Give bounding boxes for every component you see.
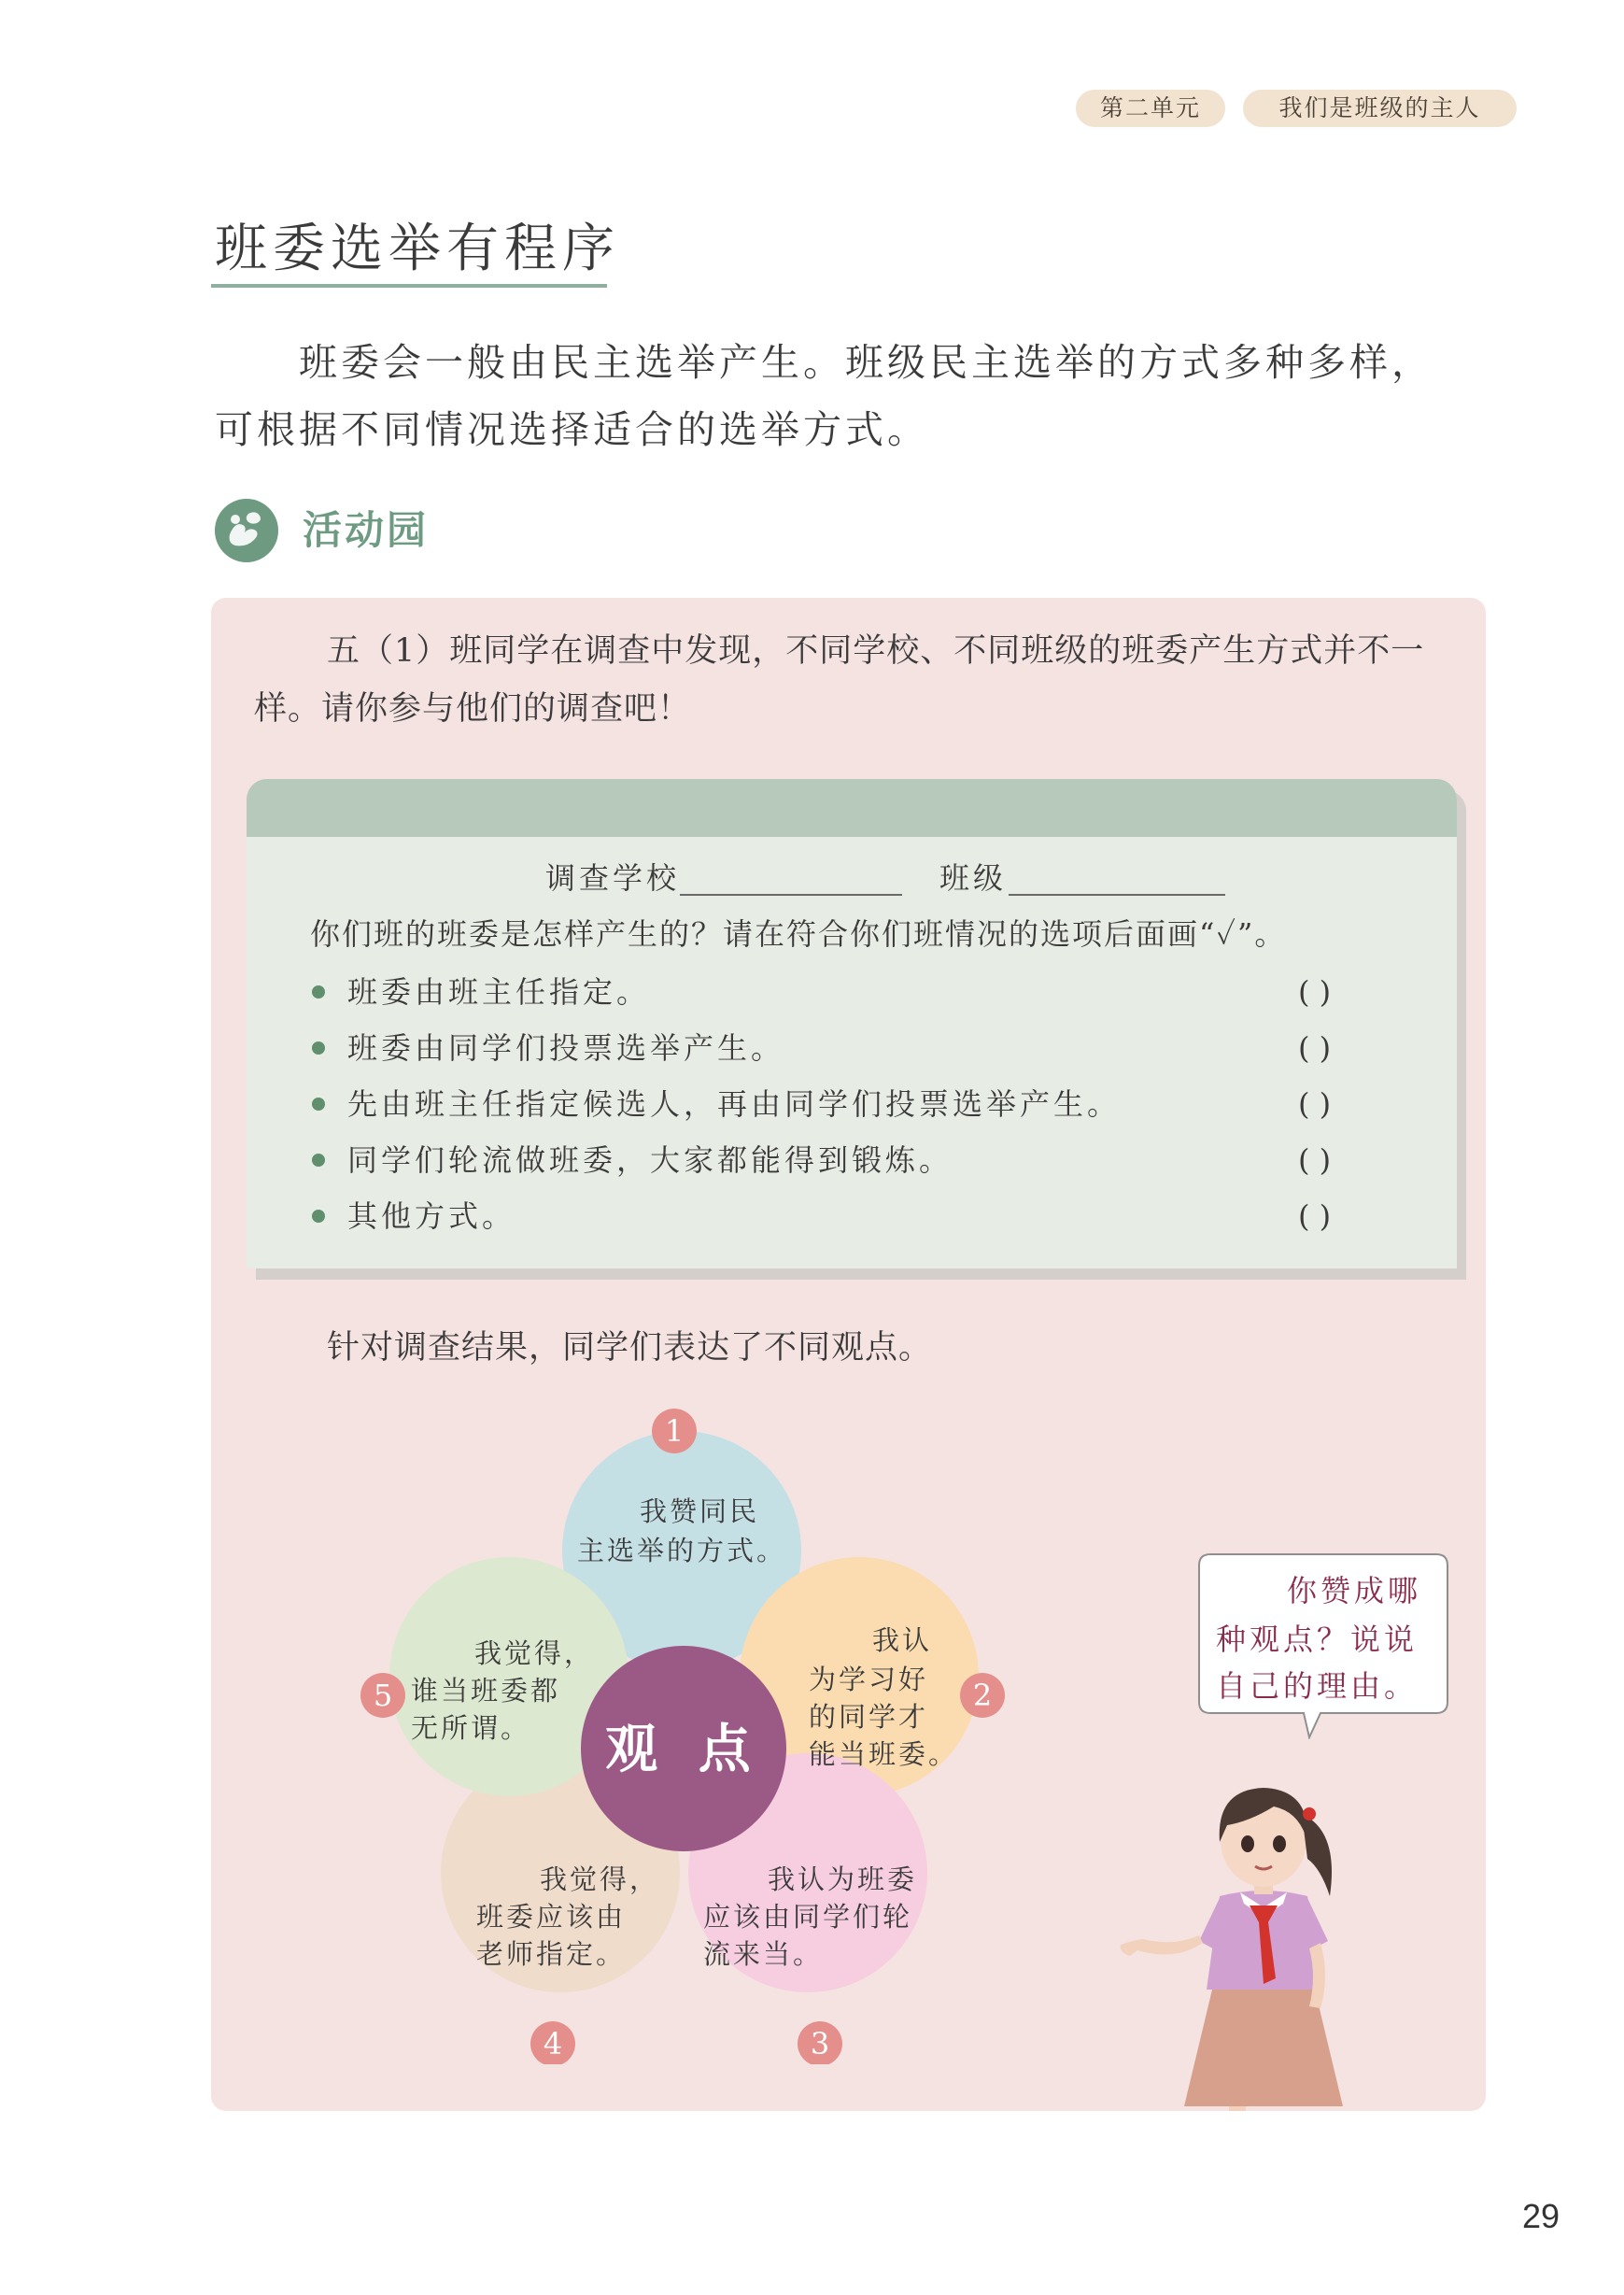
speech-line3: 自己的理由。 — [1216, 1668, 1419, 1704]
section-title: 班委选举有程序 — [215, 219, 620, 279]
petal-2-line4: 能当班委。 — [809, 1738, 959, 1770]
option-text: 班委由班主任指定。 — [347, 974, 651, 1010]
survey-card-header — [247, 779, 1457, 837]
petal-4-line3: 老师指定。 — [476, 1938, 627, 1970]
viewpoint-flower — [336, 1392, 1009, 2064]
option-checkbox-4[interactable]: ( ) — [1298, 1142, 1332, 1178]
option-text: 同学们轮流做班委，大家都能得到锻炼。 — [347, 1142, 953, 1178]
petal-3-line2: 应该由同学们轮 — [703, 1901, 913, 1933]
badge-1-number: 1 — [664, 1413, 685, 1449]
option-bullet — [312, 1210, 325, 1223]
activity-hands-icon — [213, 497, 280, 564]
survey-class-label: 班级 — [939, 860, 1008, 896]
school-blank-field[interactable] — [680, 894, 902, 896]
option-checkbox-3[interactable]: ( ) — [1298, 1086, 1332, 1122]
activity-label: 活动园 — [303, 507, 430, 553]
badge-3-number: 3 — [810, 2026, 830, 2061]
speech-line1: 你赞成哪 — [1287, 1573, 1422, 1608]
badge-2-number: 2 — [972, 1678, 993, 1713]
survey-intro-line2: 样。请你参与他们的调查吧！ — [254, 690, 692, 728]
survey-intro-line1: 五（1）班同学在调查中发现，不同学校、不同班级的班委产生方式并不一 — [327, 632, 1425, 670]
option-text: 其他方式。 — [347, 1198, 516, 1234]
option-bullet — [312, 1154, 325, 1167]
unit-tag: 第二单元 — [1076, 90, 1225, 127]
petal-2-line2: 为学习好 — [809, 1664, 929, 1695]
petal-3-line1: 我认为班委 — [768, 1863, 918, 1895]
badge-4-number: 4 — [543, 2026, 563, 2061]
option-text: 先由班主任指定候选人，再由同学们投票选举产生。 — [347, 1086, 1122, 1122]
survey-question: 你们班的班委是怎样产生的？请在符合你们班情况的选项后面画“✓”。 — [310, 916, 1287, 952]
petal-2-line1: 我认 — [872, 1624, 933, 1656]
survey-school-label: 调查学校 — [545, 860, 681, 896]
option-bullet — [312, 1041, 325, 1055]
topic-tag: 我们是班级的主人 — [1243, 90, 1517, 127]
petal-1-line2: 主选举的方式。 — [577, 1535, 787, 1566]
option-checkbox-2[interactable]: ( ) — [1298, 1030, 1332, 1066]
petal-5-line3: 无所谓。 — [411, 1712, 531, 1744]
option-bullet — [312, 1098, 325, 1111]
petal-1-line1: 我赞同民 — [640, 1495, 760, 1527]
option-checkbox-1[interactable]: ( ) — [1298, 974, 1332, 1010]
petal-4-line1: 我觉得， — [540, 1863, 660, 1895]
petal-5-line2: 谁当班委都 — [411, 1675, 561, 1707]
petal-2-line3: 的同学才 — [809, 1701, 929, 1733]
intro-paragraph-line1: 班委会一般由民主选举产生。班级民主选举的方式多种多样， — [299, 340, 1433, 385]
petal-5-line1: 我觉得， — [474, 1637, 595, 1669]
option-bullet — [312, 985, 325, 999]
page-number: 29 — [1522, 2197, 1560, 2235]
center-label: 观 点 — [605, 1720, 762, 1780]
option-checkbox-5[interactable]: ( ) — [1298, 1198, 1332, 1234]
petal-3-line3: 流来当。 — [703, 1938, 824, 1970]
girl-illustration — [1109, 1756, 1427, 2111]
speech-line2: 种观点？说说 — [1216, 1622, 1419, 1657]
views-lead: 针对调查结果，同学们表达了不同观点。 — [327, 1329, 933, 1367]
petal-4-line2: 班委应该由 — [476, 1901, 627, 1933]
speech-bubble — [1197, 1552, 1449, 1739]
class-blank-field[interactable] — [1009, 894, 1225, 896]
badge-5-number: 5 — [373, 1678, 393, 1713]
intro-paragraph-line2: 可根据不同情况选择适合的选举方式。 — [215, 407, 929, 452]
title-underline — [211, 284, 607, 288]
option-text: 班委由同学们投票选举产生。 — [347, 1030, 785, 1066]
